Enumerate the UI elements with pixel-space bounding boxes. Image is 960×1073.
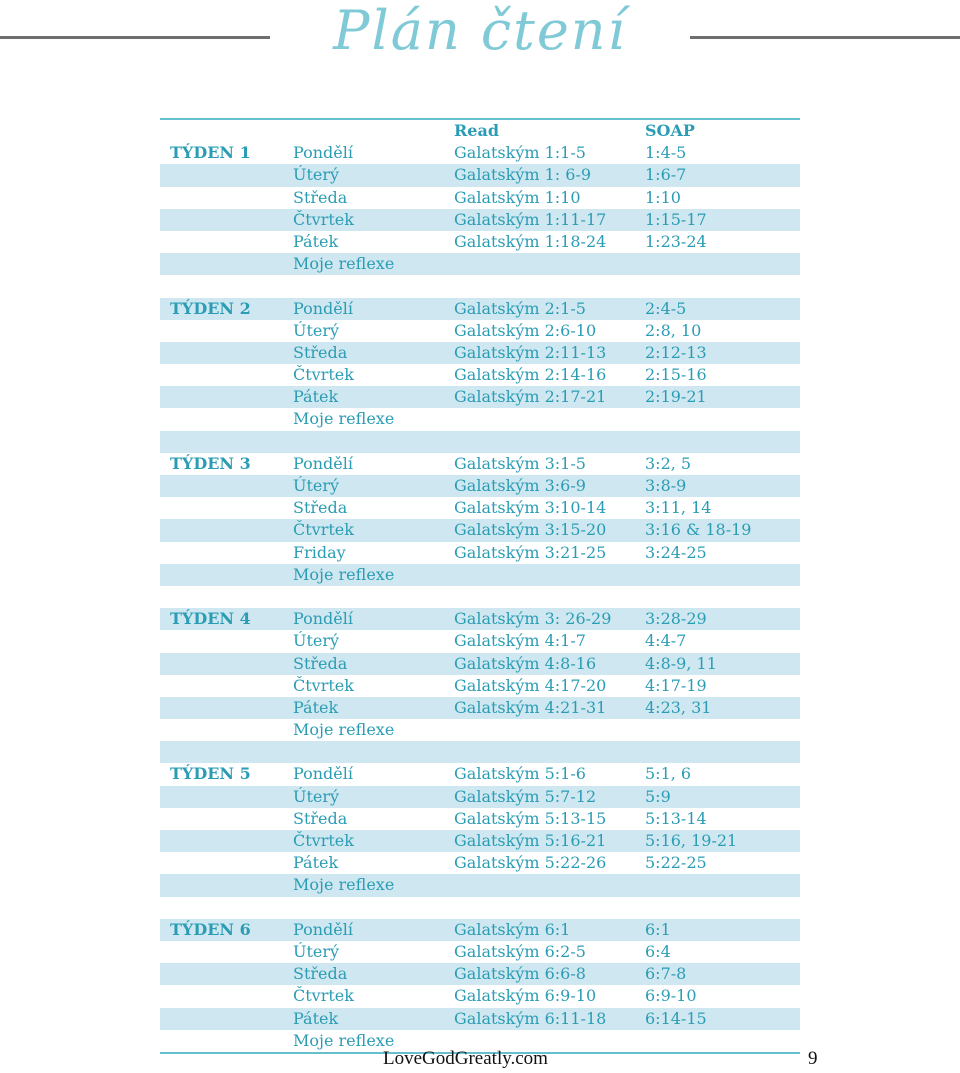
soap-passage: 4:17-19 <box>645 675 707 695</box>
soap-passage: 1:10 <box>645 187 681 207</box>
day-name: Pondělí <box>293 609 353 629</box>
reading-passage: Galatským 3:1-5 <box>454 453 586 473</box>
reading-passage: Galatským 5:1-6 <box>454 764 586 784</box>
day-name: Středa <box>293 964 348 984</box>
day-name: Friday <box>293 542 346 562</box>
reading-passage: Galatským 3: 26-29 <box>454 609 612 629</box>
table-row <box>160 1008 800 1030</box>
table-row <box>160 808 800 830</box>
soap-passage: 1:4-5 <box>645 143 687 163</box>
reading-passage: Galatským 5:22-26 <box>454 853 607 873</box>
table-row <box>160 719 800 741</box>
day-name: Čtvrtek <box>293 831 354 850</box>
week-label: TÝDEN 2 <box>170 298 251 318</box>
day-name: Středa <box>293 653 348 673</box>
day-name: Moje reflexe <box>293 254 395 274</box>
week-spacer-row <box>160 275 800 297</box>
table-row <box>160 209 800 231</box>
header-read: Read <box>454 121 500 140</box>
week-label: TÝDEN 1 <box>170 143 251 163</box>
reading-passage: Galatským 6:9-10 <box>454 986 597 1006</box>
day-name: Pátek <box>293 387 339 407</box>
day-name: Pondělí <box>293 919 353 939</box>
reading-passage: Galatským 1:1-5 <box>454 143 586 163</box>
reading-passage: Galatským 5:7-12 <box>454 786 597 806</box>
day-name: Moje reflexe <box>293 875 395 895</box>
footer-site: LoveGodGreatly.com <box>383 1048 548 1069</box>
page-number: 9 <box>808 1048 818 1069</box>
page-title: Plán čtení <box>333 0 627 62</box>
reading-passage: Galatským 3:21-25 <box>454 542 607 562</box>
week-spacer-row <box>160 741 800 763</box>
table-row <box>160 542 800 564</box>
soap-passage: 1:15-17 <box>645 209 707 229</box>
soap-passage: 3:2, 5 <box>645 453 692 473</box>
table-row <box>160 497 800 519</box>
reading-passage: Galatským 4:1-7 <box>454 631 586 651</box>
soap-passage: 5:13-14 <box>645 808 707 828</box>
table-row <box>160 408 800 430</box>
day-name: Čtvrtek <box>293 365 354 385</box>
day-name: Pátek <box>293 697 339 717</box>
day-name: Pondělí <box>293 764 353 784</box>
reading-passage: Galatským 6:1 <box>454 919 571 939</box>
day-name: Čtvrtek <box>293 986 354 1006</box>
soap-passage: 6:14-15 <box>645 1008 707 1028</box>
soap-passage: 2:4-5 <box>645 298 687 318</box>
header-soap: SOAP <box>645 121 695 140</box>
day-name: Úterý <box>293 631 340 651</box>
table-row <box>160 852 800 874</box>
reading-passage: Galatským 4:21-31 <box>454 697 607 717</box>
table-row <box>160 564 800 586</box>
soap-passage: 3:11, 14 <box>645 498 712 518</box>
reading-passage: Galatským 3:10-14 <box>454 498 607 518</box>
reading-passage: Galatským 1:18-24 <box>454 231 607 251</box>
table-row <box>160 142 800 164</box>
day-name: Pátek <box>293 853 339 873</box>
day-name: Moje reflexe <box>293 1030 395 1050</box>
reading-passage: Galatským 2:11-13 <box>454 342 607 362</box>
day-name: Pondělí <box>293 143 353 163</box>
soap-passage: 5:1, 6 <box>645 764 692 784</box>
reading-passage: Galatským 1:10 <box>454 187 581 207</box>
table-row <box>160 630 800 652</box>
day-name: Čtvrtek <box>293 209 354 229</box>
soap-passage: 2:8, 10 <box>645 320 702 340</box>
reading-passage: Galatským 3:15-20 <box>454 520 607 540</box>
soap-passage: 3:24-25 <box>645 542 707 562</box>
header-rule-left <box>0 36 270 39</box>
soap-passage: 3:8-9 <box>645 476 687 495</box>
table-row <box>160 298 800 320</box>
table-row <box>160 830 800 852</box>
soap-passage: 2:12-13 <box>645 342 707 362</box>
table-row <box>160 187 800 209</box>
table-row <box>160 941 800 963</box>
table-row <box>160 475 800 497</box>
week-spacer-row <box>160 586 800 608</box>
table-row <box>160 919 800 941</box>
soap-passage: 2:15-16 <box>645 365 707 385</box>
soap-passage: 3:28-29 <box>645 609 707 629</box>
table-row <box>160 963 800 985</box>
day-name: Moje reflexe <box>293 409 395 429</box>
reading-passage: Galatským 5:13-15 <box>454 808 607 828</box>
reading-passage: Galatským 1:11-17 <box>454 209 607 229</box>
week-spacer-row <box>160 897 800 919</box>
day-name: Moje reflexe <box>293 564 395 584</box>
day-name: Úterý <box>293 786 340 806</box>
week-label: TÝDEN 5 <box>170 764 251 784</box>
table-row <box>160 231 800 253</box>
soap-passage: 4:8-9, 11 <box>645 653 717 673</box>
reading-passage: Galatským 2:17-21 <box>454 387 607 407</box>
table-row <box>160 342 800 364</box>
soap-passage: 4:4-7 <box>645 631 687 651</box>
reading-passage: Galatským 6:6-8 <box>454 964 586 984</box>
reading-passage: Galatským 6:11-18 <box>454 1008 607 1028</box>
soap-passage: 4:23, 31 <box>645 697 712 717</box>
day-name: Pondělí <box>293 298 353 318</box>
soap-passage: 6:9-10 <box>645 986 697 1006</box>
day-name: Čtvrtek <box>293 675 354 695</box>
table-row <box>160 608 800 630</box>
soap-passage: 6:1 <box>645 919 671 939</box>
day-name: Úterý <box>293 165 340 185</box>
header-rule-right <box>690 36 960 39</box>
day-name: Středa <box>293 498 348 518</box>
day-name: Středa <box>293 187 348 207</box>
reading-passage: Galatským 2:14-16 <box>454 365 607 385</box>
table-row <box>160 253 800 275</box>
table-row <box>160 874 800 896</box>
soap-passage: 5:22-25 <box>645 853 707 873</box>
table-header-row <box>160 120 800 142</box>
soap-passage: 5:9 <box>645 786 671 806</box>
day-name: Středa <box>293 808 348 828</box>
table-row <box>160 453 800 475</box>
reading-plan-table <box>160 118 800 1054</box>
day-name: Pátek <box>293 231 339 251</box>
reading-passage: Galatským 2:6-10 <box>454 320 597 340</box>
reading-passage: Galatským 4:8-16 <box>454 653 597 673</box>
day-name: Pátek <box>293 1008 339 1028</box>
reading-passage: Galatským 5:16-21 <box>454 831 607 850</box>
day-name: Úterý <box>293 320 340 340</box>
reading-passage: Galatským 6:2-5 <box>454 941 586 961</box>
day-name: Pondělí <box>293 453 353 473</box>
reading-passage: Galatským 1: 6-9 <box>454 165 592 185</box>
soap-passage: 1:6-7 <box>645 165 687 185</box>
table-row <box>160 519 800 541</box>
week-spacer-row <box>160 431 800 453</box>
day-name: Čtvrtek <box>293 520 354 540</box>
day-name: Moje reflexe <box>293 720 395 740</box>
table-row <box>160 164 800 186</box>
week-label: TÝDEN 6 <box>170 919 251 939</box>
table-row <box>160 320 800 342</box>
week-label: TÝDEN 3 <box>170 453 251 473</box>
table-row <box>160 763 800 785</box>
soap-passage: 6:4 <box>645 941 671 961</box>
reading-passage: Galatským 2:1-5 <box>454 298 586 318</box>
table-row <box>160 364 800 386</box>
table-row <box>160 985 800 1007</box>
table-row <box>160 675 800 697</box>
week-label: TÝDEN 4 <box>170 609 251 629</box>
table-row <box>160 386 800 408</box>
day-name: Úterý <box>293 941 340 961</box>
soap-passage: 5:16, 19-21 <box>645 831 738 850</box>
soap-passage: 6:7-8 <box>645 964 687 984</box>
reading-passage: Galatským 3:6-9 <box>454 476 586 495</box>
reading-passage: Galatským 4:17-20 <box>454 675 607 695</box>
day-name: Úterý <box>293 476 340 495</box>
soap-passage: 3:16 & 18-19 <box>645 520 752 540</box>
table-row <box>160 786 800 808</box>
soap-passage: 1:23-24 <box>645 231 707 251</box>
table-row <box>160 653 800 675</box>
soap-passage: 2:19-21 <box>645 387 707 407</box>
table-row <box>160 697 800 719</box>
day-name: Středa <box>293 342 348 362</box>
